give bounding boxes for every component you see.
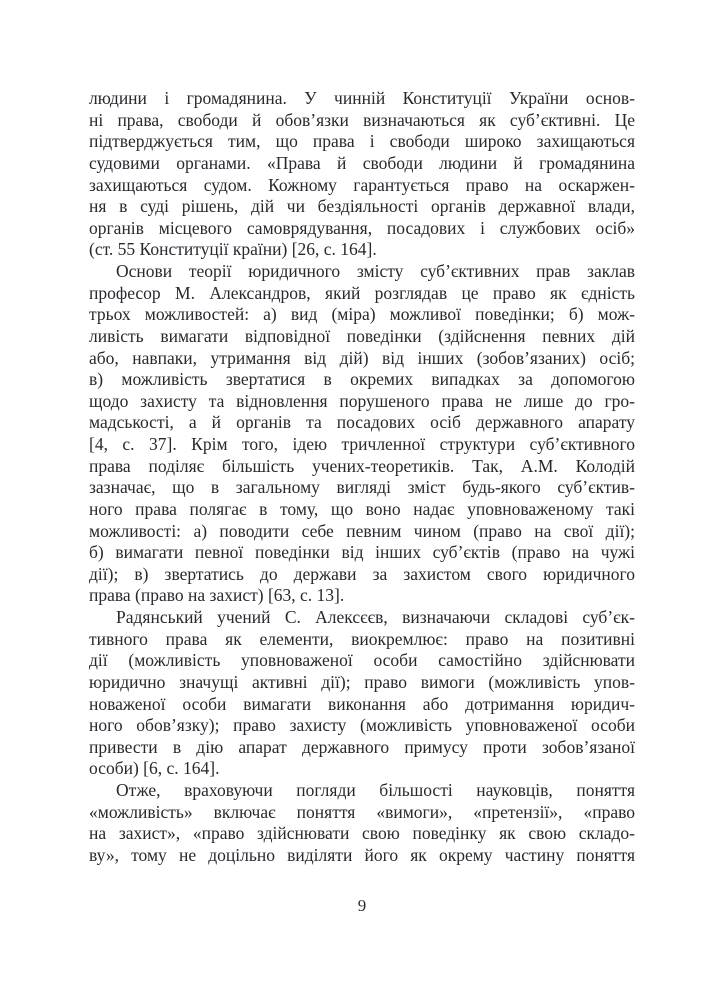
text-line: професор М. Александров, який розглядав це право як єдність bbox=[89, 282, 635, 303]
text-line: «можливість» включає поняття «вимоги», «претензії», «право bbox=[89, 801, 635, 822]
text-line: захищаються судом. Кожному гарантується право на оскаржен- bbox=[89, 174, 635, 195]
text-line: або, навпаки, утримання від дій) від інших (зобов’язаних) осіб; bbox=[89, 347, 635, 368]
text-line: зазначає, що в загальному вигляді зміст будь-якого суб’єктив- bbox=[89, 477, 635, 498]
text-line: юридично значущі активні дії); право вимоги (можливість упов- bbox=[89, 671, 635, 692]
paragraph bbox=[89, 88, 635, 261]
text-line: (ст. 55 Конституції країни) [26, с. 164]. bbox=[89, 239, 377, 260]
text-block bbox=[89, 88, 635, 867]
text-line: тивного права як елементи, виокремлює: право на позитивні bbox=[89, 628, 635, 649]
text-line: б) вимагати певної поведінки від інших суб’єктів (право на чужі bbox=[89, 542, 635, 563]
text-line: ня в суді рішень, дій чи бездіяльності органів державної влади, bbox=[89, 196, 635, 217]
text-line: ні права, свободи й обов’язки визначаються як суб’єктивні. Це bbox=[89, 109, 635, 130]
text-line: можливості: а) поводити себе певним чином (право на свої дії); bbox=[89, 520, 635, 541]
paragraph bbox=[89, 261, 635, 607]
text-line: в) можливість звертатися в окремих випадках за допомогою bbox=[89, 369, 635, 390]
text-line: дії); в) звертатись до держави за захистом свого юридичного bbox=[89, 563, 635, 584]
text-line: мадськості, а й органів та посадових осіб державного апарату bbox=[89, 412, 635, 433]
text-line: судовими органами. «Права й свободи людини й громадянина bbox=[89, 152, 635, 173]
text-line: привести в дію апарат державного примусу проти зобов’язаної bbox=[89, 736, 635, 757]
text-line: Отже, враховуючи погляди більшості науковців, поняття bbox=[116, 780, 635, 800]
text-line: Основи теорії юридичного змісту суб’єктивних прав заклав bbox=[116, 261, 635, 281]
text-line: особи) [6, с. 164]. bbox=[89, 758, 220, 779]
text-line: ного обов’язку); право захисту (можливість уповноваженої особи bbox=[89, 715, 635, 736]
text-line: підтверджується тим, що права і свободи широко захищаються bbox=[89, 131, 635, 152]
text-line: Радянський учений С. Алексєєв, визначаючи складові суб’єк- bbox=[116, 607, 635, 627]
text-line: ливість вимагати відповідної поведінки (здійснення певних дій bbox=[89, 325, 635, 346]
text-line: дії (можливість уповноваженої особи самостійно здійснювати bbox=[89, 650, 635, 671]
text-line: на захист», «право здійснювати свою поведінку як свою складо- bbox=[89, 823, 635, 844]
paragraph bbox=[89, 780, 635, 867]
text-line: новаженої особи вимагати виконання або дотримання юридич- bbox=[89, 693, 635, 714]
paragraph bbox=[89, 607, 635, 780]
text-line: трьох можливостей: а) вид (міра) можливої поведінки; б) мож- bbox=[89, 304, 635, 325]
text-line: ву», тому не доцільно виділяти його як окрему частину поняття bbox=[89, 844, 635, 865]
text-line: права (право на захист) [63, с. 13]. bbox=[89, 585, 345, 606]
text-line: людини і громадянина. У чинній Конституції України основ- bbox=[89, 88, 635, 108]
text-line: органів місцевого самоврядування, посадових і службових осіб» bbox=[89, 217, 635, 238]
text-line: права поділяє більшість учених-теоретиків. Так, А.М. Колодій bbox=[89, 455, 635, 476]
page-number: 9 bbox=[357, 896, 367, 915]
text-line: ного права полягає в тому, що воно надає уповноваженому такі bbox=[89, 498, 635, 519]
text-line: [4, с. 37]. Крім того, ідею тричленної структури суб’єктивного bbox=[89, 434, 635, 454]
text-line: щодо захисту та відновлення порушеного права не лише до гро- bbox=[89, 390, 635, 411]
